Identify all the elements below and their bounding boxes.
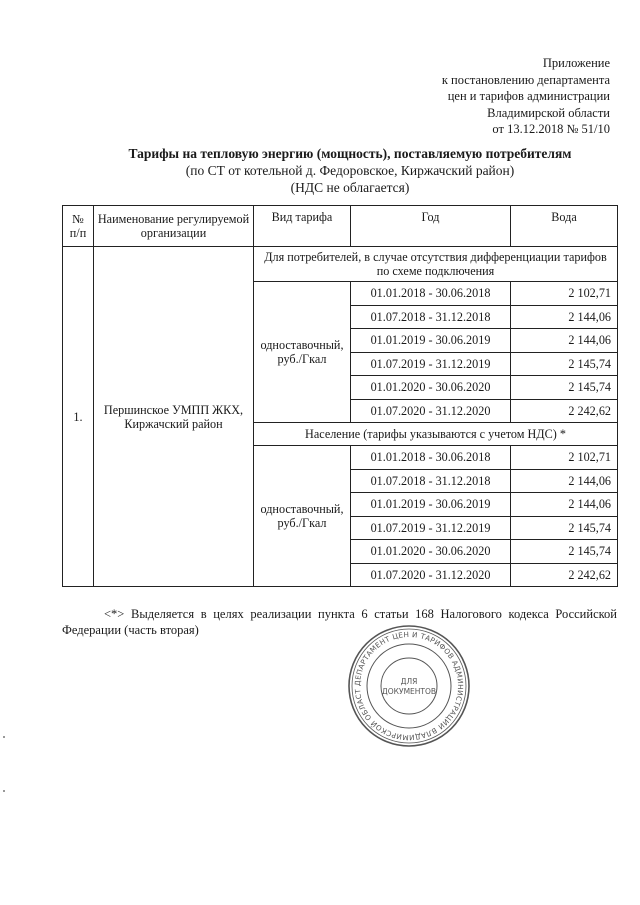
group1-title: Для потребителей, в случае отсутствия дифференциации тарифов по схеме подключения — [254, 247, 618, 282]
stamp-center-line-1: ДЛЯ — [400, 677, 418, 686]
margin-dot — [3, 736, 5, 738]
tariff-table — [62, 205, 618, 587]
value-cell: 2 145,74 — [511, 540, 618, 564]
value-cell: 2 102,71 — [511, 282, 618, 306]
value-cell: 2 144,06 — [511, 493, 618, 517]
official-stamp — [345, 622, 473, 750]
period-cell: 01.07.2020 - 31.12.2020 — [351, 563, 511, 587]
title-line-1: Тарифы на тепловую энергию (мощность), поставляемую потребителям — [128, 146, 572, 161]
appendix-line: Владимирской области — [487, 105, 610, 120]
stamp-center-line-2: ДОКУМЕНТОВ — [381, 687, 437, 696]
period-cell: 01.01.2018 - 30.06.2018 — [351, 446, 511, 470]
document-title — [60, 145, 640, 196]
period-cell: 01.01.2020 - 30.06.2020 — [351, 540, 511, 564]
value-cell: 2 145,74 — [511, 352, 618, 376]
period-cell: 01.07.2018 - 31.12.2018 — [351, 305, 511, 329]
footnote: <*> Выделяется в целях реализации пункта 6 статьи 168 Налогового кодекса Российской Федерации (часть вторая) — [62, 607, 617, 637]
period-cell: 01.07.2018 - 31.12.2018 — [351, 469, 511, 493]
table-header-row — [63, 206, 618, 247]
appendix-line: к постановлению департамента — [441, 72, 610, 87]
title-line-2: (по СТ от котельной д. Федоровское, Киржачский район) — [185, 163, 515, 178]
stamp-ring-text: ДЕПАРТАМЕНТ ЦЕН И ТАРИФОВ АДМИНИСТРАЦИИ ВЛАДИМИРСКОЙ ОБЛАСТ — [352, 629, 466, 743]
value-cell: 2 144,06 — [511, 469, 618, 493]
period-cell: 01.07.2019 - 31.12.2019 — [351, 516, 511, 540]
period-cell: 01.07.2019 - 31.12.2019 — [351, 352, 511, 376]
value-cell: 2 242,62 — [511, 399, 618, 423]
margin-dot — [3, 790, 5, 792]
appendix-line: от 13.12.2018 № 51/10 — [492, 122, 610, 136]
value-cell: 2 145,74 — [511, 516, 618, 540]
header-water: Вода — [511, 206, 618, 247]
header-num: № п/п — [63, 206, 94, 247]
organization-name: Першинское УМПП ЖКХ, Киржачский район — [94, 247, 254, 587]
value-cell: 2 144,06 — [511, 305, 618, 329]
stamp-seal-icon — [345, 622, 473, 750]
header-year: Год — [351, 206, 511, 247]
period-cell: 01.01.2018 - 30.06.2018 — [351, 282, 511, 306]
period-cell: 01.01.2020 - 30.06.2020 — [351, 376, 511, 400]
value-cell: 2 242,62 — [511, 563, 618, 587]
period-cell: 01.01.2019 - 30.06.2019 — [351, 493, 511, 517]
header-tariff-type: Вид тарифа — [254, 206, 351, 247]
group-title-row — [63, 247, 618, 282]
appendix-block — [390, 55, 610, 138]
row-number: 1. — [63, 247, 94, 587]
group1-tariff-type: одноставочный, руб./Гкал — [254, 282, 351, 423]
period-cell: 01.07.2020 - 31.12.2020 — [351, 399, 511, 423]
group2-tariff-type: одноставочный, руб./Гкал — [254, 446, 351, 587]
title-line-3: (НДС не облагается) — [290, 180, 410, 195]
period-cell: 01.01.2019 - 30.06.2019 — [351, 329, 511, 353]
group2-title: Население (тарифы указываются с учетом НДС) * — [254, 423, 618, 446]
value-cell: 2 102,71 — [511, 446, 618, 470]
value-cell: 2 145,74 — [511, 376, 618, 400]
appendix-line: Приложение — [542, 56, 610, 70]
value-cell: 2 144,06 — [511, 329, 618, 353]
header-organization: Наименование регулируемой организации — [94, 206, 254, 247]
appendix-line: цен и тарифов администрации — [447, 89, 610, 103]
